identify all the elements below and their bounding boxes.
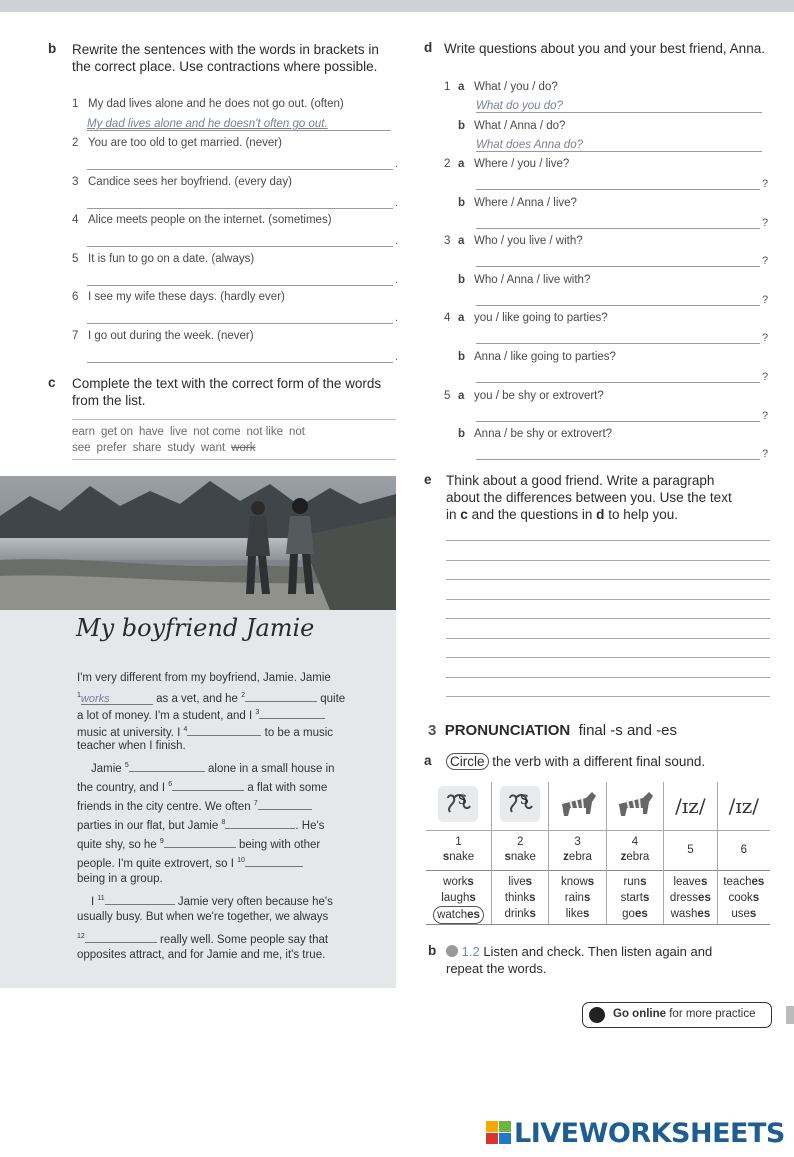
answer-line[interactable] (476, 266, 760, 267)
svg-text:S: S (520, 793, 530, 809)
word-list-item: share (132, 442, 162, 454)
writing-line[interactable] (446, 677, 770, 678)
answer-line[interactable] (87, 169, 393, 170)
section-d-instruction: Write questions about you and your best friend, Anna. (444, 41, 765, 56)
word-list-item: have (139, 426, 164, 438)
question-mark: ? (762, 178, 769, 190)
verb-word[interactable]: washes (670, 907, 711, 920)
column-words (664, 870, 717, 924)
exercise-b-item: 6 I see my wife these days. (hardly ever) (72, 291, 285, 303)
word-list-item: earn (72, 426, 96, 438)
word-list-item: study (167, 442, 195, 454)
text-line: parties in our flat, but Jamie $^8$ . He's (77, 814, 377, 835)
top-edge (0, 0, 794, 12)
exercise-d-item: 4 a you / like going to parties? (444, 312, 608, 324)
zebra-icon (549, 782, 606, 830)
verb-word[interactable]: works (443, 875, 474, 888)
writing-line[interactable] (446, 540, 770, 541)
column-words (606, 870, 663, 924)
answer-line (87, 130, 391, 131)
text-line: quite shy, so he $^9$ being with other (77, 833, 377, 854)
text-line: $^{12}$ really well. Some people say that (77, 928, 377, 949)
column-words (491, 870, 548, 924)
ipa-iz: /ɪz/ (675, 793, 706, 818)
pronunciation-heading: 3 PRONUNCIATION final -s and -es (428, 722, 677, 739)
column-words (717, 870, 770, 924)
question-mark: ? (762, 371, 769, 383)
exercise-b-item: 1 My dad lives alone and he does not go out. (often) (72, 98, 344, 110)
exercise-d-item: 5 a you / be shy or extrovert? (444, 390, 604, 402)
text-line: a lot of money. I'm a student, and I $^3$ (77, 704, 377, 725)
column-label: 2 snake (491, 830, 548, 870)
period-mark: . (395, 312, 399, 324)
verb-word[interactable]: thinks (504, 891, 536, 904)
word-list-item: prefer (96, 442, 127, 454)
period-mark: . (395, 158, 399, 170)
verb-word[interactable]: knows (560, 875, 595, 888)
text-line: being in a group. (77, 873, 163, 885)
column-label: 3 zebra (549, 830, 606, 870)
verb-word[interactable]: teaches (723, 875, 765, 888)
answer-line[interactable] (87, 323, 393, 324)
column-label: 6 (717, 830, 770, 870)
writing-line[interactable] (446, 560, 770, 561)
page-tab (786, 1006, 794, 1024)
period-mark: . (395, 197, 399, 209)
pron-b-letter: b (428, 943, 437, 958)
exercise-d-item: 3 a Who / you live / with? (444, 235, 583, 247)
answer-line[interactable] (476, 305, 760, 306)
answer-line[interactable] (87, 208, 393, 209)
exercise-d-item: b Where / Anna / live? (458, 197, 577, 209)
period-mark: . (395, 351, 399, 363)
couple-photo (0, 476, 396, 610)
gap-6[interactable] (172, 779, 244, 791)
word-list-item: live (169, 426, 188, 438)
exercise-d-item: b What / Anna / do? (458, 120, 566, 132)
section-e-instruction: Think about a good friend. Write a paragraph about the differences between you. Use the text in c and the questions in d to help you. (446, 473, 732, 522)
zebra-icon (606, 782, 663, 830)
gap-1-answer[interactable]: works (81, 693, 153, 705)
writing-line[interactable] (446, 638, 770, 639)
pronunciation-table (426, 782, 770, 925)
verb-word[interactable]: leaves (673, 875, 708, 888)
word-list-item: not come (193, 426, 241, 438)
answer-line[interactable] (476, 382, 760, 383)
answer-line[interactable] (476, 421, 760, 422)
exercise-d-item: b Anna / be shy or extrovert? (458, 428, 613, 440)
text-line: teacher when I finish. (77, 740, 186, 752)
gap-4[interactable] (187, 724, 261, 736)
wordlist-bottom-rule (72, 459, 396, 460)
exercise-b-item: 5 It is fun to go on a date. (always) (72, 253, 255, 265)
column-label: 1 snake (442, 836, 475, 863)
section-e-letter: e (424, 472, 432, 487)
question-mark: ? (762, 217, 769, 229)
answer-line[interactable] (87, 362, 393, 363)
answer-line[interactable] (476, 459, 760, 460)
text-line: Jamie $^5$ alone in a small house in (77, 757, 377, 778)
answer-line[interactable] (87, 285, 393, 286)
question-mark: ? (762, 332, 769, 344)
svg-text:S: S (458, 793, 468, 809)
word-list-item: not like (246, 426, 283, 438)
audio-icon[interactable] (446, 945, 458, 957)
exercise-d-item: b Who / Anna / live with? (458, 274, 591, 286)
pron-b-instruction: 1.2 Listen and check. Then listen again and repeat the words. (446, 944, 713, 976)
verb-word[interactable]: likes (565, 907, 590, 920)
exercise-b-item: 4 Alice meets people on the internet. (sometimes) (72, 214, 332, 226)
verb-word[interactable]: laughs (441, 891, 476, 904)
online-arrow-icon (589, 1007, 605, 1023)
verb-word[interactable]: dresses (669, 891, 711, 904)
gap-2[interactable] (245, 690, 317, 702)
text-line: the country, and I $^6$ a flat with some (77, 776, 377, 797)
ipa-iz: /ɪz/ (728, 793, 760, 818)
section-b-instruction: Rewrite the sentences with the words in brackets in the correct place. Use contractions where possible. (72, 42, 379, 74)
verb-word[interactable]: rains (564, 891, 591, 904)
word-list-item: get on (101, 426, 134, 438)
exercise-b-answer[interactable]: My dad lives alone and he doesn't often go out. (87, 118, 328, 130)
text-line: usually busy. But when we're together, we always (77, 911, 329, 923)
liveworksheets-logo-icon (486, 1121, 512, 1145)
column-words (549, 870, 606, 924)
exercise-b-item: 3 Candice sees her boyfriend. (every day) (72, 176, 292, 188)
section-c-letter: c (48, 375, 56, 390)
exercise-d-answer[interactable]: What does Anna do? (476, 139, 583, 151)
verb-word[interactable]: drinks (504, 907, 536, 920)
liveworksheets-brand: LIVEWORKSHEETS (514, 1118, 785, 1149)
gap-3[interactable] (259, 707, 325, 719)
section-b-letter: b (48, 41, 57, 56)
word-list-item: not see (72, 426, 305, 454)
column-label: 5 (664, 830, 717, 870)
question-mark: ? (762, 294, 769, 306)
answer-line[interactable] (476, 343, 760, 344)
question-mark: ? (762, 448, 769, 460)
answer-line[interactable] (476, 189, 760, 190)
snake-icon (426, 782, 491, 830)
verb-word[interactable]: watches (433, 906, 484, 924)
wordlist-top-rule (72, 419, 396, 420)
text-line: $^1$works as a vet, and he $^2$ quite (77, 687, 377, 708)
writing-line[interactable] (446, 599, 770, 600)
writing-line[interactable] (446, 657, 770, 658)
exercise-d-item: 2 a Where / you / live? (444, 158, 570, 170)
answer-line (476, 112, 762, 113)
section-d-letter: d (424, 40, 433, 55)
verb-word[interactable]: uses (731, 907, 757, 920)
text-title: My boyfriend Jamie (76, 614, 315, 642)
gap-8[interactable] (225, 817, 295, 829)
verb-word[interactable]: runs (623, 875, 647, 888)
gap-11[interactable] (105, 893, 175, 905)
answer-line[interactable] (476, 228, 760, 229)
writing-line[interactable] (446, 579, 770, 580)
word-list (72, 424, 396, 456)
text-line: opposites attract, and for Jamie and me, it's true. (77, 949, 326, 961)
answer-line (476, 151, 762, 152)
writing-line[interactable] (446, 618, 770, 619)
exercise-d-answer[interactable]: What do you do? (476, 100, 563, 112)
verb-word[interactable]: lives (508, 875, 533, 888)
section-c-instruction: Complete the text with the correct form of the words from the list. (72, 376, 382, 408)
column-label: 4 zebra (606, 830, 663, 870)
exercise-b-item: 7 I go out during the week. (never) (72, 330, 254, 342)
go-online-button[interactable]: Go online for more practice (582, 1002, 772, 1028)
exercise-d-item: 1 a What / you / do? (444, 81, 558, 93)
text-line: friends in the city centre. We often $^7$ (77, 795, 377, 816)
text-line: I $^{11}$ Jamie very often because he's (77, 890, 377, 911)
gap-10[interactable] (245, 855, 303, 867)
period-mark: . (395, 274, 399, 286)
pron-a-letter: a (424, 753, 432, 768)
period-mark: . (395, 235, 399, 247)
word-list-item: work (231, 442, 256, 454)
gap-12[interactable] (85, 931, 157, 943)
column-words (426, 870, 491, 924)
answer-line[interactable] (87, 246, 393, 247)
verb-word[interactable]: starts (620, 891, 650, 904)
word-list-item: want (200, 442, 226, 454)
gap-5[interactable] (129, 760, 205, 772)
pron-a-instruction: Circle the verb with a different final sound. (446, 753, 705, 770)
question-mark: ? (762, 255, 769, 267)
gap-7[interactable] (258, 798, 312, 810)
verb-word[interactable]: cooks (728, 891, 760, 904)
gap-9[interactable] (164, 836, 236, 848)
snake-icon (491, 782, 548, 830)
text-line: people. I'm quite extrovert, so I $^{10}$ (77, 852, 377, 873)
exercise-d-item: b Anna / like going to parties? (458, 351, 616, 363)
writing-line[interactable] (446, 696, 770, 697)
exercise-b-item: 2 You are too old to get married. (never) (72, 137, 282, 149)
text-line: I'm very different from my boyfriend, Jamie. Jamie (77, 672, 331, 684)
verb-word[interactable]: goes (622, 907, 648, 920)
question-mark: ? (762, 410, 769, 422)
text-line: music at university. I $^4$ to be a music (77, 721, 377, 742)
